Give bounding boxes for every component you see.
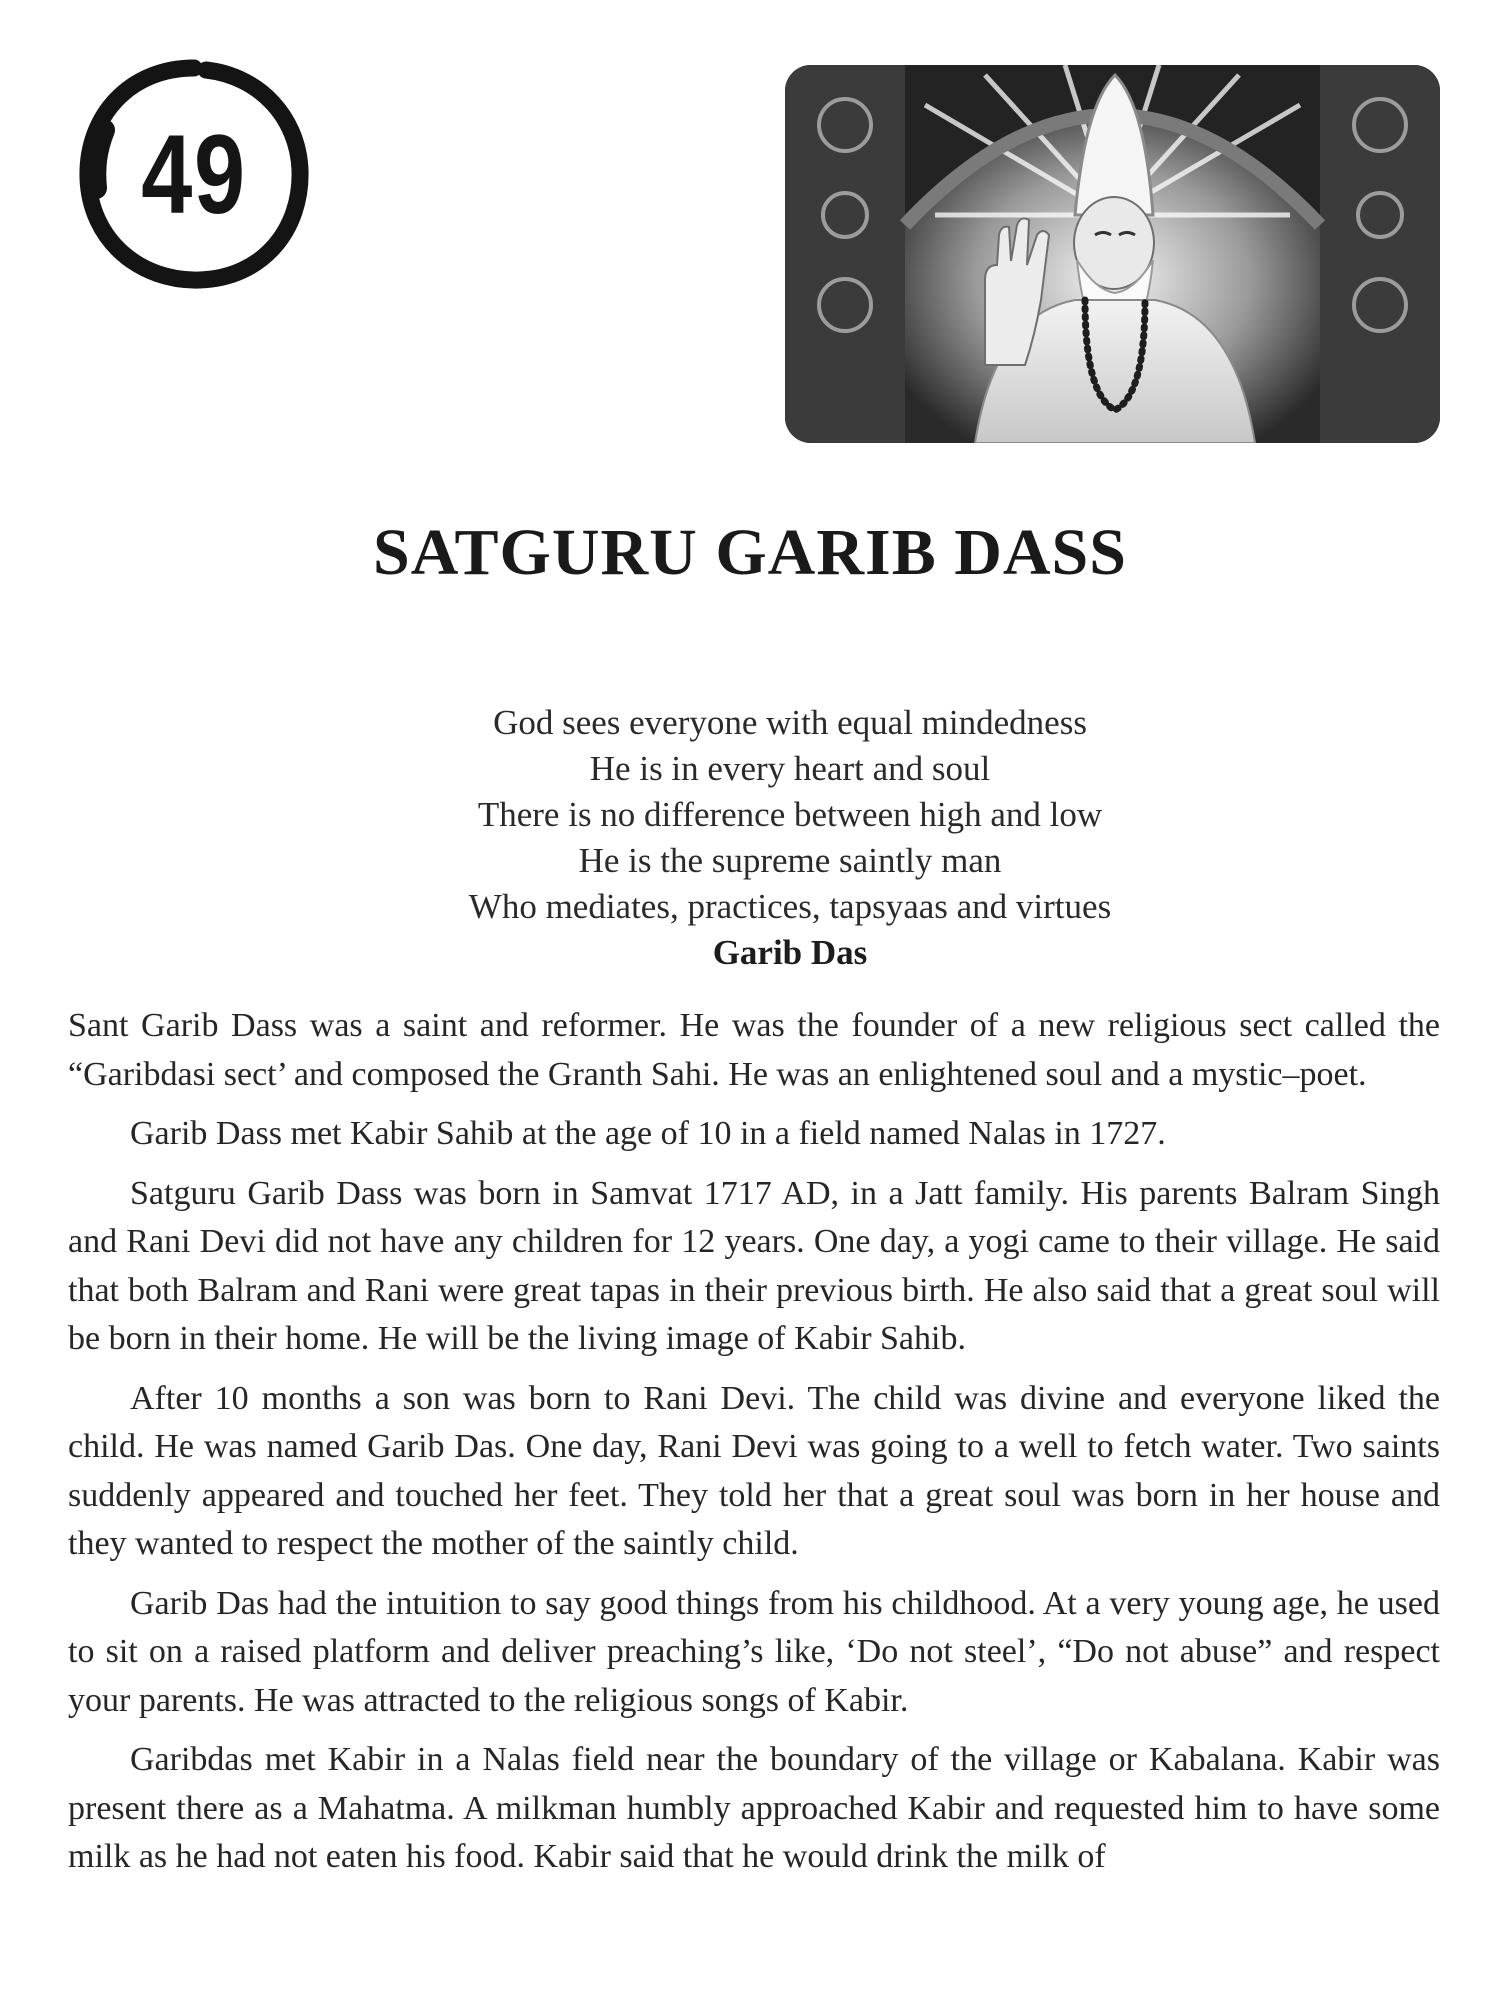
verse-line: He is the supreme saintly man — [578, 841, 1002, 880]
chapter-number: 49 — [141, 111, 247, 237]
verse-line: God sees everyone with equal mindedness — [493, 703, 1087, 742]
paragraph: Garibdas met Kabir in a Nalas field near the boundary of the village or Kabalana. Kabir was present there as a Mahatma. A milkman humbly approached Kabir and requested him to have some milk as he had not eaten his food. Kabir said that he would drink the milk of — [68, 1741, 1440, 1875]
paragraph: Satguru Garib Dass was born in Samvat 1717 AD, in a Jatt family. His parents Balram Singh and Rani Devi did not have any children for 12 years. One day, a yogi came to their village. He said that both Balram and Rani were great tapas in their previous birth. He also said that a great soul will be born in their home. He will be the living image of Kabir Sahib. — [68, 1174, 1440, 1357]
verse-block — [0, 700, 1500, 976]
body-text — [68, 1002, 1440, 1893]
verse-line: He is in every heart and soul — [589, 749, 991, 788]
page-title: SATGURU GARIB DASS — [373, 516, 1127, 589]
chapter-badge — [78, 58, 310, 290]
saint-portrait-image — [785, 65, 1440, 443]
verse-line: There is no difference between high and low — [477, 795, 1103, 834]
verse-line: Who mediates, practices, tapsyaas and virtues — [468, 887, 1112, 926]
paragraph: After 10 months a son was born to Rani Devi. The child was divine and everyone liked the child. He was named Garib Das. One day, Rani Devi was going to a well to fetch water. Two saints suddenly appeared and touched her feet. They told her that a great soul was born in her house and they wanted to respect the mother of the saintly child. — [68, 1379, 1440, 1562]
saint-portrait-icon — [785, 65, 1440, 443]
paragraph: Sant Garib Dass was a saint and reformer. He was the founder of a new religious sect called the “Garibdasi sect’ and composed the Granth Sahi. He was an enlightened soul and a mystic–poet. — [68, 1007, 1440, 1093]
paragraph: Garib Dass met Kabir Sahib at the age of 10 in a field named Nalas in 1727. — [130, 1115, 1166, 1152]
paragraph: Garib Das had the intuition to say good things from his childhood. At a very young age, he used to sit on a raised platform and deliver preaching’s like, ‘Do not steel’, “Do not abuse” and respect your parents. He was attracted to the religious songs of Kabir. — [68, 1584, 1440, 1719]
verse-author: Garib Das — [712, 933, 868, 972]
